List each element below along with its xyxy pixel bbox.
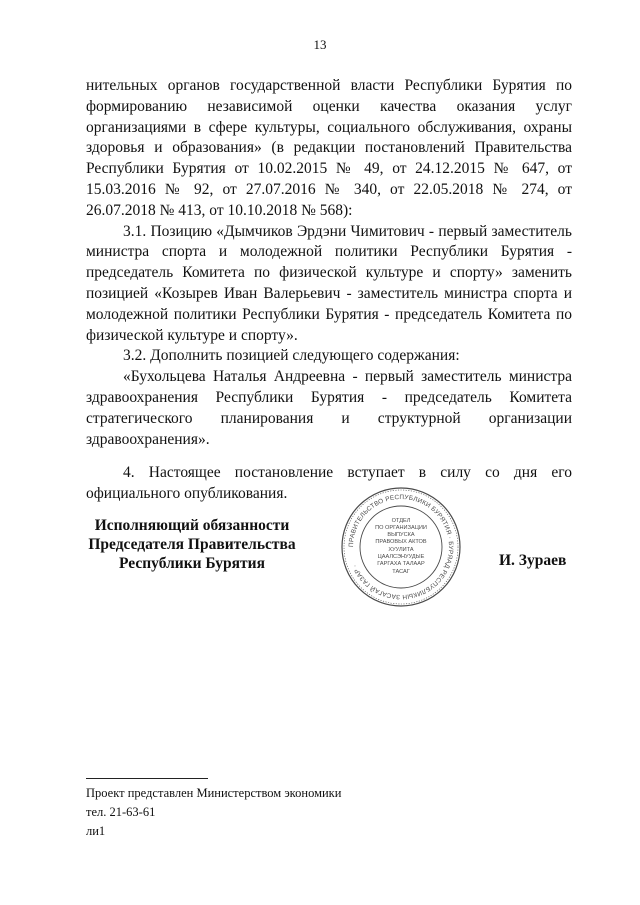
seal-line: ГАРГАХА ТАЛААР (377, 561, 425, 567)
seal-line: ЦААЛСЭНУУДЫЕ (377, 554, 425, 560)
seal-line: ВЫПУСКА (387, 532, 415, 538)
seal-outer-ring: ПРАВИТЕЛЬСТВО РЕСПУБЛИКИ БУРЯТИЯ · БУРЯАД РЕСПУБЛИКЫН ЗАСАГАЙ ГАЗАР · (347, 493, 455, 601)
footnote-phone: тел. 21-63-61 (86, 805, 156, 819)
footnote (86, 784, 341, 841)
footnote-divider (86, 778, 208, 779)
signatory-title-line: Республики Бурятия (119, 555, 265, 572)
seal-line: ПО ОРГАНИЗАЦИИ (375, 525, 427, 531)
signatory-title (72, 516, 312, 573)
seal-line: ТАСАГ (392, 569, 410, 575)
paragraph-continuation: нительных органов государственной власти Республики Бурятия по формированию независимой оценки качества оказания услуг организациями в сфере культуры, социального обслуживания, охраны здоровья и образования» (в редакции постановлений Правительства Республики Бурятия от 10.02.2015 № 49, от 24.12.2015 № 647, от 15.03.2016 № 92, от 27.07.2016 № 340, от 22.05.2018 № 274, от 26.07.2018 № 413, от 10.10.2018 № 568): (86, 77, 572, 219)
page-number: 13 (313, 37, 327, 52)
footnote-code: ли1 (86, 824, 106, 838)
official-seal (340, 486, 462, 608)
paragraph-4: 4. Настоящее постановление вступает в силу со дня его официального опубликования. (86, 464, 572, 503)
document-body (86, 76, 572, 505)
footnote-author: Проект представлен Министерством экономики (86, 786, 342, 800)
seal-line: ХУУЛИТА (388, 547, 414, 553)
paragraph-3-1: 3.1. Позицию «Дымчиков Эрдэни Чимитович - первый заместитель министра спорта и молодежной политики Республики Бурятия - председатель Комитета по физической культуре и спорту» заменить позицией «Козырев Иван Валерьевич - заместитель министра спорта и молодежной политики Республики Бурятия - председатель Комитета по физической культуре и спорту». (86, 222, 572, 344)
seal-line: ОТДЕЛ (391, 518, 411, 524)
paragraph-3-2-content: «Бухольцева Наталья Андреевна - первый заместитель министра здравоохранения Республики Бурятия - председатель Комитета стратегического планирования и структурной организации здравоохранения». (86, 368, 572, 448)
seal-line: ПРАВОВЫХ АКТОВ (375, 539, 427, 545)
signatory-name: И. Зураев (499, 552, 567, 569)
paragraph-3-2: 3.2. Дополнить позицией следующего содержания: (123, 347, 460, 365)
signatory-title-line: Председателя Правительства (88, 536, 296, 553)
signatory-title-line: Исполняющий обязанности (94, 517, 290, 534)
